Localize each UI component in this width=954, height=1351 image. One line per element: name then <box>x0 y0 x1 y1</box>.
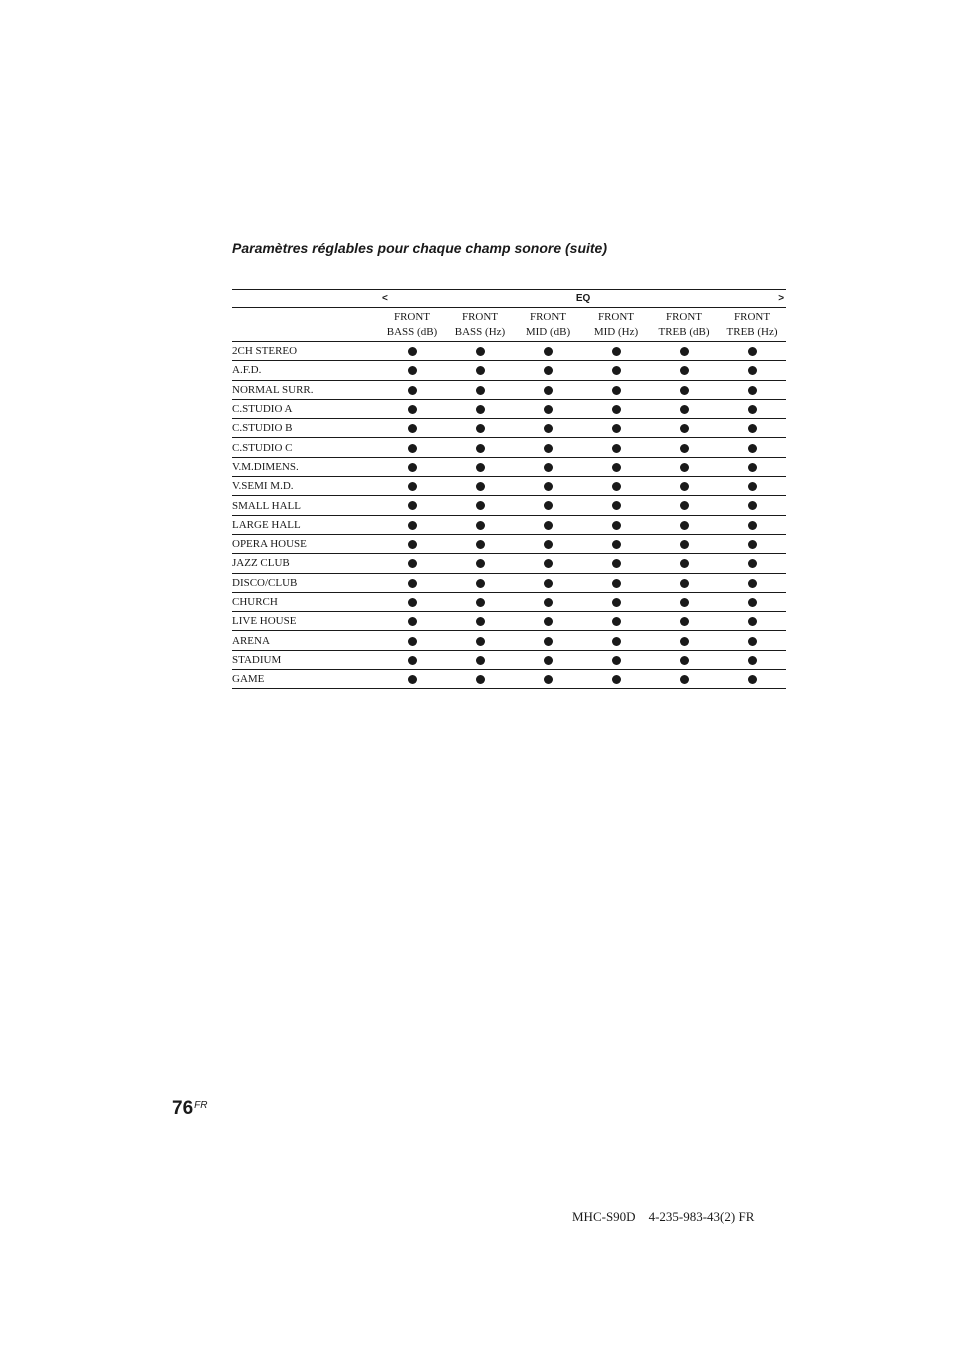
parameter-cell <box>378 361 446 380</box>
parameter-cell <box>446 419 514 438</box>
filled-circle-icon <box>612 598 621 607</box>
filled-circle-icon <box>748 675 757 684</box>
parameter-cell <box>446 342 514 361</box>
filled-circle-icon <box>680 366 689 375</box>
filled-circle-icon <box>612 482 621 491</box>
filled-circle-icon <box>544 444 553 453</box>
sound-field-name: C.STUDIO C <box>232 438 378 457</box>
parameter-cell <box>446 399 514 418</box>
filled-circle-icon <box>748 617 757 626</box>
sound-field-name: LIVE HOUSE <box>232 612 378 631</box>
parameter-cell <box>582 612 650 631</box>
parameter-cell <box>446 670 514 689</box>
filled-circle-icon <box>476 405 485 414</box>
parameter-cell <box>446 631 514 650</box>
filled-circle-icon <box>612 579 621 588</box>
parameter-cell <box>514 419 582 438</box>
filled-circle-icon <box>544 405 553 414</box>
parameter-cell <box>446 457 514 476</box>
parameter-cell <box>582 515 650 534</box>
filled-circle-icon <box>748 405 757 414</box>
column-header <box>582 308 650 342</box>
filled-circle-icon <box>476 540 485 549</box>
eq-group-header <box>378 290 786 308</box>
filled-circle-icon <box>544 366 553 375</box>
parameter-cell <box>446 380 514 399</box>
filled-circle-icon <box>680 482 689 491</box>
parameter-cell <box>378 342 446 361</box>
column-header <box>650 308 718 342</box>
parameter-cell <box>718 650 786 669</box>
filled-circle-icon <box>612 444 621 453</box>
sound-field-name: V.SEMI M.D. <box>232 477 378 496</box>
parameter-cell <box>378 515 446 534</box>
table-row <box>232 380 786 399</box>
parameter-cell <box>718 399 786 418</box>
parameter-cell <box>650 573 718 592</box>
column-header-line2: BASS (Hz) <box>454 325 506 338</box>
parameter-cell <box>514 573 582 592</box>
parameter-cell <box>378 554 446 573</box>
parameter-cell <box>378 534 446 553</box>
parameter-cell <box>650 631 718 650</box>
filled-circle-icon <box>476 675 485 684</box>
column-header-line1: FRONT <box>461 310 499 323</box>
filled-circle-icon <box>748 656 757 665</box>
parameter-cell <box>718 380 786 399</box>
parameter-cell <box>718 477 786 496</box>
column-header-line2: TREB (dB) <box>658 325 710 338</box>
filled-circle-icon <box>680 579 689 588</box>
filled-circle-icon <box>544 540 553 549</box>
filled-circle-icon <box>476 366 485 375</box>
table-row <box>232 631 786 650</box>
parameter-cell <box>514 438 582 457</box>
parameter-cell <box>378 380 446 399</box>
column-header-line1: FRONT <box>597 310 635 323</box>
filled-circle-icon <box>612 366 621 375</box>
filled-circle-icon <box>612 559 621 568</box>
parameter-cell <box>582 419 650 438</box>
column-header-line1: FRONT <box>734 310 771 323</box>
filled-circle-icon <box>680 444 689 453</box>
filled-circle-icon <box>408 675 417 684</box>
parameter-cell <box>582 592 650 611</box>
filled-circle-icon <box>408 444 417 453</box>
column-header-line1: FRONT <box>665 310 703 323</box>
filled-circle-icon <box>408 405 417 414</box>
column-header <box>514 308 582 342</box>
filled-circle-icon <box>408 521 417 530</box>
filled-circle-icon <box>680 675 689 684</box>
filled-circle-icon <box>408 366 417 375</box>
filled-circle-icon <box>544 637 553 646</box>
filled-circle-icon <box>748 598 757 607</box>
parameter-cell <box>514 670 582 689</box>
parameter-cell <box>514 496 582 515</box>
sound-field-name: DISCO/CLUB <box>232 573 378 592</box>
parameter-cell <box>378 496 446 515</box>
table-row <box>232 670 786 689</box>
filled-circle-icon <box>408 424 417 433</box>
parameter-cell <box>378 670 446 689</box>
filled-circle-icon <box>544 424 553 433</box>
filled-circle-icon <box>408 540 417 549</box>
parameter-cell <box>650 670 718 689</box>
filled-circle-icon <box>408 482 417 491</box>
parameter-cell <box>514 477 582 496</box>
filled-circle-icon <box>748 559 757 568</box>
table-row <box>232 419 786 438</box>
filled-circle-icon <box>748 540 757 549</box>
parameter-cell <box>378 457 446 476</box>
parameter-cell <box>718 419 786 438</box>
parameter-cell <box>378 612 446 631</box>
filled-circle-icon <box>680 347 689 356</box>
parameter-cell <box>718 438 786 457</box>
parameter-cell <box>650 438 718 457</box>
filled-circle-icon <box>680 617 689 626</box>
filled-circle-icon <box>476 521 485 530</box>
parameter-cell <box>514 515 582 534</box>
parameter-cell <box>650 380 718 399</box>
parameter-cell <box>378 399 446 418</box>
parameter-cell <box>582 496 650 515</box>
parameter-cell <box>514 612 582 631</box>
table-row <box>232 477 786 496</box>
column-header <box>446 308 514 342</box>
parameter-cell <box>514 534 582 553</box>
parameter-cell <box>650 457 718 476</box>
filled-circle-icon <box>612 617 621 626</box>
eq-right-arrow: > <box>778 293 785 304</box>
table-row <box>232 573 786 592</box>
filled-circle-icon <box>544 598 553 607</box>
parameter-cell <box>650 592 718 611</box>
sound-field-name: ARENA <box>232 631 378 650</box>
parameter-cell <box>718 457 786 476</box>
filled-circle-icon <box>612 424 621 433</box>
table-row <box>232 554 786 573</box>
parameter-cell <box>446 592 514 611</box>
filled-circle-icon <box>612 656 621 665</box>
table-row <box>232 361 786 380</box>
parameter-cell <box>378 650 446 669</box>
sound-field-name: A.F.D. <box>232 361 378 380</box>
parameter-cell <box>582 477 650 496</box>
eq-group-label: EQ <box>575 293 591 304</box>
filled-circle-icon <box>476 424 485 433</box>
filled-circle-icon <box>748 521 757 530</box>
parameter-cell <box>718 592 786 611</box>
sound-field-name: LARGE HALL <box>232 515 378 534</box>
parameter-cell <box>378 592 446 611</box>
parameter-cell <box>650 419 718 438</box>
eq-left-arrow: < <box>382 293 388 304</box>
sound-field-name: NORMAL SURR. <box>232 380 378 399</box>
sound-field-name: JAZZ CLUB <box>232 554 378 573</box>
filled-circle-icon <box>476 482 485 491</box>
filled-circle-icon <box>476 347 485 356</box>
parameter-cell <box>378 573 446 592</box>
filled-circle-icon <box>408 579 417 588</box>
filled-circle-icon <box>748 444 757 453</box>
group-header-blank <box>232 290 378 308</box>
filled-circle-icon <box>544 521 553 530</box>
parameter-cell <box>718 554 786 573</box>
filled-circle-icon <box>748 482 757 491</box>
parameter-cell <box>514 554 582 573</box>
filled-circle-icon <box>748 501 757 510</box>
sound-field-name: GAME <box>232 670 378 689</box>
parameter-cell <box>650 534 718 553</box>
sound-field-name: 2CH STEREO <box>232 342 378 361</box>
filled-circle-icon <box>476 637 485 646</box>
filled-circle-icon <box>680 501 689 510</box>
sound-field-name: V.M.DIMENS. <box>232 457 378 476</box>
filled-circle-icon <box>476 444 485 453</box>
parameter-cell <box>582 631 650 650</box>
filled-circle-icon <box>408 501 417 510</box>
filled-circle-icon <box>544 617 553 626</box>
table-row <box>232 457 786 476</box>
parameter-cell <box>446 438 514 457</box>
filled-circle-icon <box>544 675 553 684</box>
sound-field-name: C.STUDIO A <box>232 399 378 418</box>
sound-field-name: C.STUDIO B <box>232 419 378 438</box>
table-row <box>232 399 786 418</box>
filled-circle-icon <box>408 559 417 568</box>
filled-circle-icon <box>748 637 757 646</box>
parameter-cell <box>514 457 582 476</box>
parameter-cell <box>650 477 718 496</box>
parameter-cell <box>514 592 582 611</box>
group-header-row <box>232 290 786 308</box>
parameter-cell <box>514 342 582 361</box>
filled-circle-icon <box>612 386 621 395</box>
sound-field-name: CHURCH <box>232 592 378 611</box>
table-row <box>232 342 786 361</box>
filled-circle-icon <box>680 637 689 646</box>
column-header-blank <box>232 308 378 342</box>
filled-circle-icon <box>476 598 485 607</box>
filled-circle-icon <box>476 386 485 395</box>
filled-circle-icon <box>748 386 757 395</box>
filled-circle-icon <box>544 347 553 356</box>
footer-model-code: MHC-S90D 4-235-983-43(2) FR <box>572 1209 755 1224</box>
filled-circle-icon <box>680 463 689 472</box>
parameter-cell <box>446 515 514 534</box>
filled-circle-icon <box>476 463 485 472</box>
page-number-value: 76 <box>172 1098 194 1119</box>
filled-circle-icon <box>748 366 757 375</box>
parameter-cell <box>718 612 786 631</box>
parameter-cell <box>582 342 650 361</box>
filled-circle-icon <box>544 482 553 491</box>
parameter-cell <box>514 631 582 650</box>
parameter-cell <box>582 380 650 399</box>
parameter-cell <box>378 438 446 457</box>
filled-circle-icon <box>612 637 621 646</box>
parameter-cell <box>718 361 786 380</box>
column-header-line2: TREB (Hz) <box>726 325 778 338</box>
parameter-cell <box>514 650 582 669</box>
table-row <box>232 650 786 669</box>
parameter-cell <box>582 534 650 553</box>
parameter-cell <box>582 399 650 418</box>
parameter-cell <box>718 342 786 361</box>
filled-circle-icon <box>680 559 689 568</box>
table-row <box>232 515 786 534</box>
filled-circle-icon <box>544 656 553 665</box>
sound-field-parameters-table <box>232 289 786 689</box>
column-header-line1: FRONT <box>529 310 567 323</box>
parameter-cell <box>718 631 786 650</box>
filled-circle-icon <box>544 386 553 395</box>
filled-circle-icon <box>408 617 417 626</box>
sound-field-name: SMALL HALL <box>232 496 378 515</box>
parameter-cell <box>650 342 718 361</box>
table-row <box>232 534 786 553</box>
column-header-line2: MID (dB) <box>525 325 571 338</box>
parameter-cell <box>446 650 514 669</box>
filled-circle-icon <box>408 347 417 356</box>
filled-circle-icon <box>612 675 621 684</box>
parameter-cell <box>650 612 718 631</box>
page-number <box>172 1098 207 1120</box>
parameter-cell <box>582 438 650 457</box>
filled-circle-icon <box>680 424 689 433</box>
parameter-cell <box>582 650 650 669</box>
filled-circle-icon <box>544 579 553 588</box>
filled-circle-icon <box>476 656 485 665</box>
filled-circle-icon <box>544 501 553 510</box>
section-heading: Paramètres réglables pour chaque champ sonore (suite) <box>232 240 608 256</box>
parameter-cell <box>582 457 650 476</box>
parameter-cell <box>718 670 786 689</box>
filled-circle-icon <box>408 656 417 665</box>
filled-circle-icon <box>680 540 689 549</box>
filled-circle-icon <box>612 540 621 549</box>
filled-circle-icon <box>544 463 553 472</box>
parameter-cell <box>378 419 446 438</box>
page-number-suffix: FR <box>194 1100 208 1111</box>
sound-field-name: OPERA HOUSE <box>232 534 378 553</box>
filled-circle-icon <box>680 521 689 530</box>
filled-circle-icon <box>544 559 553 568</box>
sound-field-name: STADIUM <box>232 650 378 669</box>
parameter-cell <box>582 361 650 380</box>
filled-circle-icon <box>612 463 621 472</box>
filled-circle-icon <box>476 579 485 588</box>
parameter-cell <box>378 631 446 650</box>
parameter-cell <box>650 650 718 669</box>
parameter-cell <box>514 380 582 399</box>
table-row <box>232 438 786 457</box>
parameter-cell <box>446 554 514 573</box>
filled-circle-icon <box>476 501 485 510</box>
filled-circle-icon <box>748 579 757 588</box>
filled-circle-icon <box>612 347 621 356</box>
parameter-cell <box>446 477 514 496</box>
filled-circle-icon <box>680 656 689 665</box>
parameter-cell <box>718 573 786 592</box>
column-header-row <box>232 308 786 342</box>
parameter-cell <box>718 515 786 534</box>
filled-circle-icon <box>748 463 757 472</box>
parameter-cell <box>514 399 582 418</box>
filled-circle-icon <box>476 617 485 626</box>
filled-circle-icon <box>680 598 689 607</box>
column-header-line2: MID (Hz) <box>593 325 639 338</box>
parameter-cell <box>446 361 514 380</box>
parameter-cell <box>582 573 650 592</box>
column-header <box>718 308 786 342</box>
parameter-cell <box>650 399 718 418</box>
parameter-cell <box>446 496 514 515</box>
table-row <box>232 612 786 631</box>
table-row <box>232 592 786 611</box>
parameter-cell <box>650 496 718 515</box>
parameter-cell <box>446 573 514 592</box>
filled-circle-icon <box>680 405 689 414</box>
filled-circle-icon <box>476 559 485 568</box>
parameter-cell <box>446 534 514 553</box>
column-header-line2: BASS (dB) <box>386 325 438 338</box>
filled-circle-icon <box>408 637 417 646</box>
table-row <box>232 496 786 515</box>
filled-circle-icon <box>680 386 689 395</box>
filled-circle-icon <box>748 347 757 356</box>
column-header <box>378 308 446 342</box>
parameter-cell <box>650 515 718 534</box>
parameter-cell <box>378 477 446 496</box>
filled-circle-icon <box>408 598 417 607</box>
filled-circle-icon <box>612 501 621 510</box>
parameter-cell <box>718 534 786 553</box>
filled-circle-icon <box>408 463 417 472</box>
parameter-cell <box>446 612 514 631</box>
filled-circle-icon <box>612 521 621 530</box>
parameter-cell <box>718 496 786 515</box>
filled-circle-icon <box>748 424 757 433</box>
parameter-cell <box>582 670 650 689</box>
filled-circle-icon <box>408 386 417 395</box>
column-header-line1: FRONT <box>393 310 431 323</box>
parameter-cell <box>650 554 718 573</box>
parameter-cell <box>514 361 582 380</box>
parameter-cell <box>582 554 650 573</box>
filled-circle-icon <box>612 405 621 414</box>
parameter-cell <box>650 361 718 380</box>
